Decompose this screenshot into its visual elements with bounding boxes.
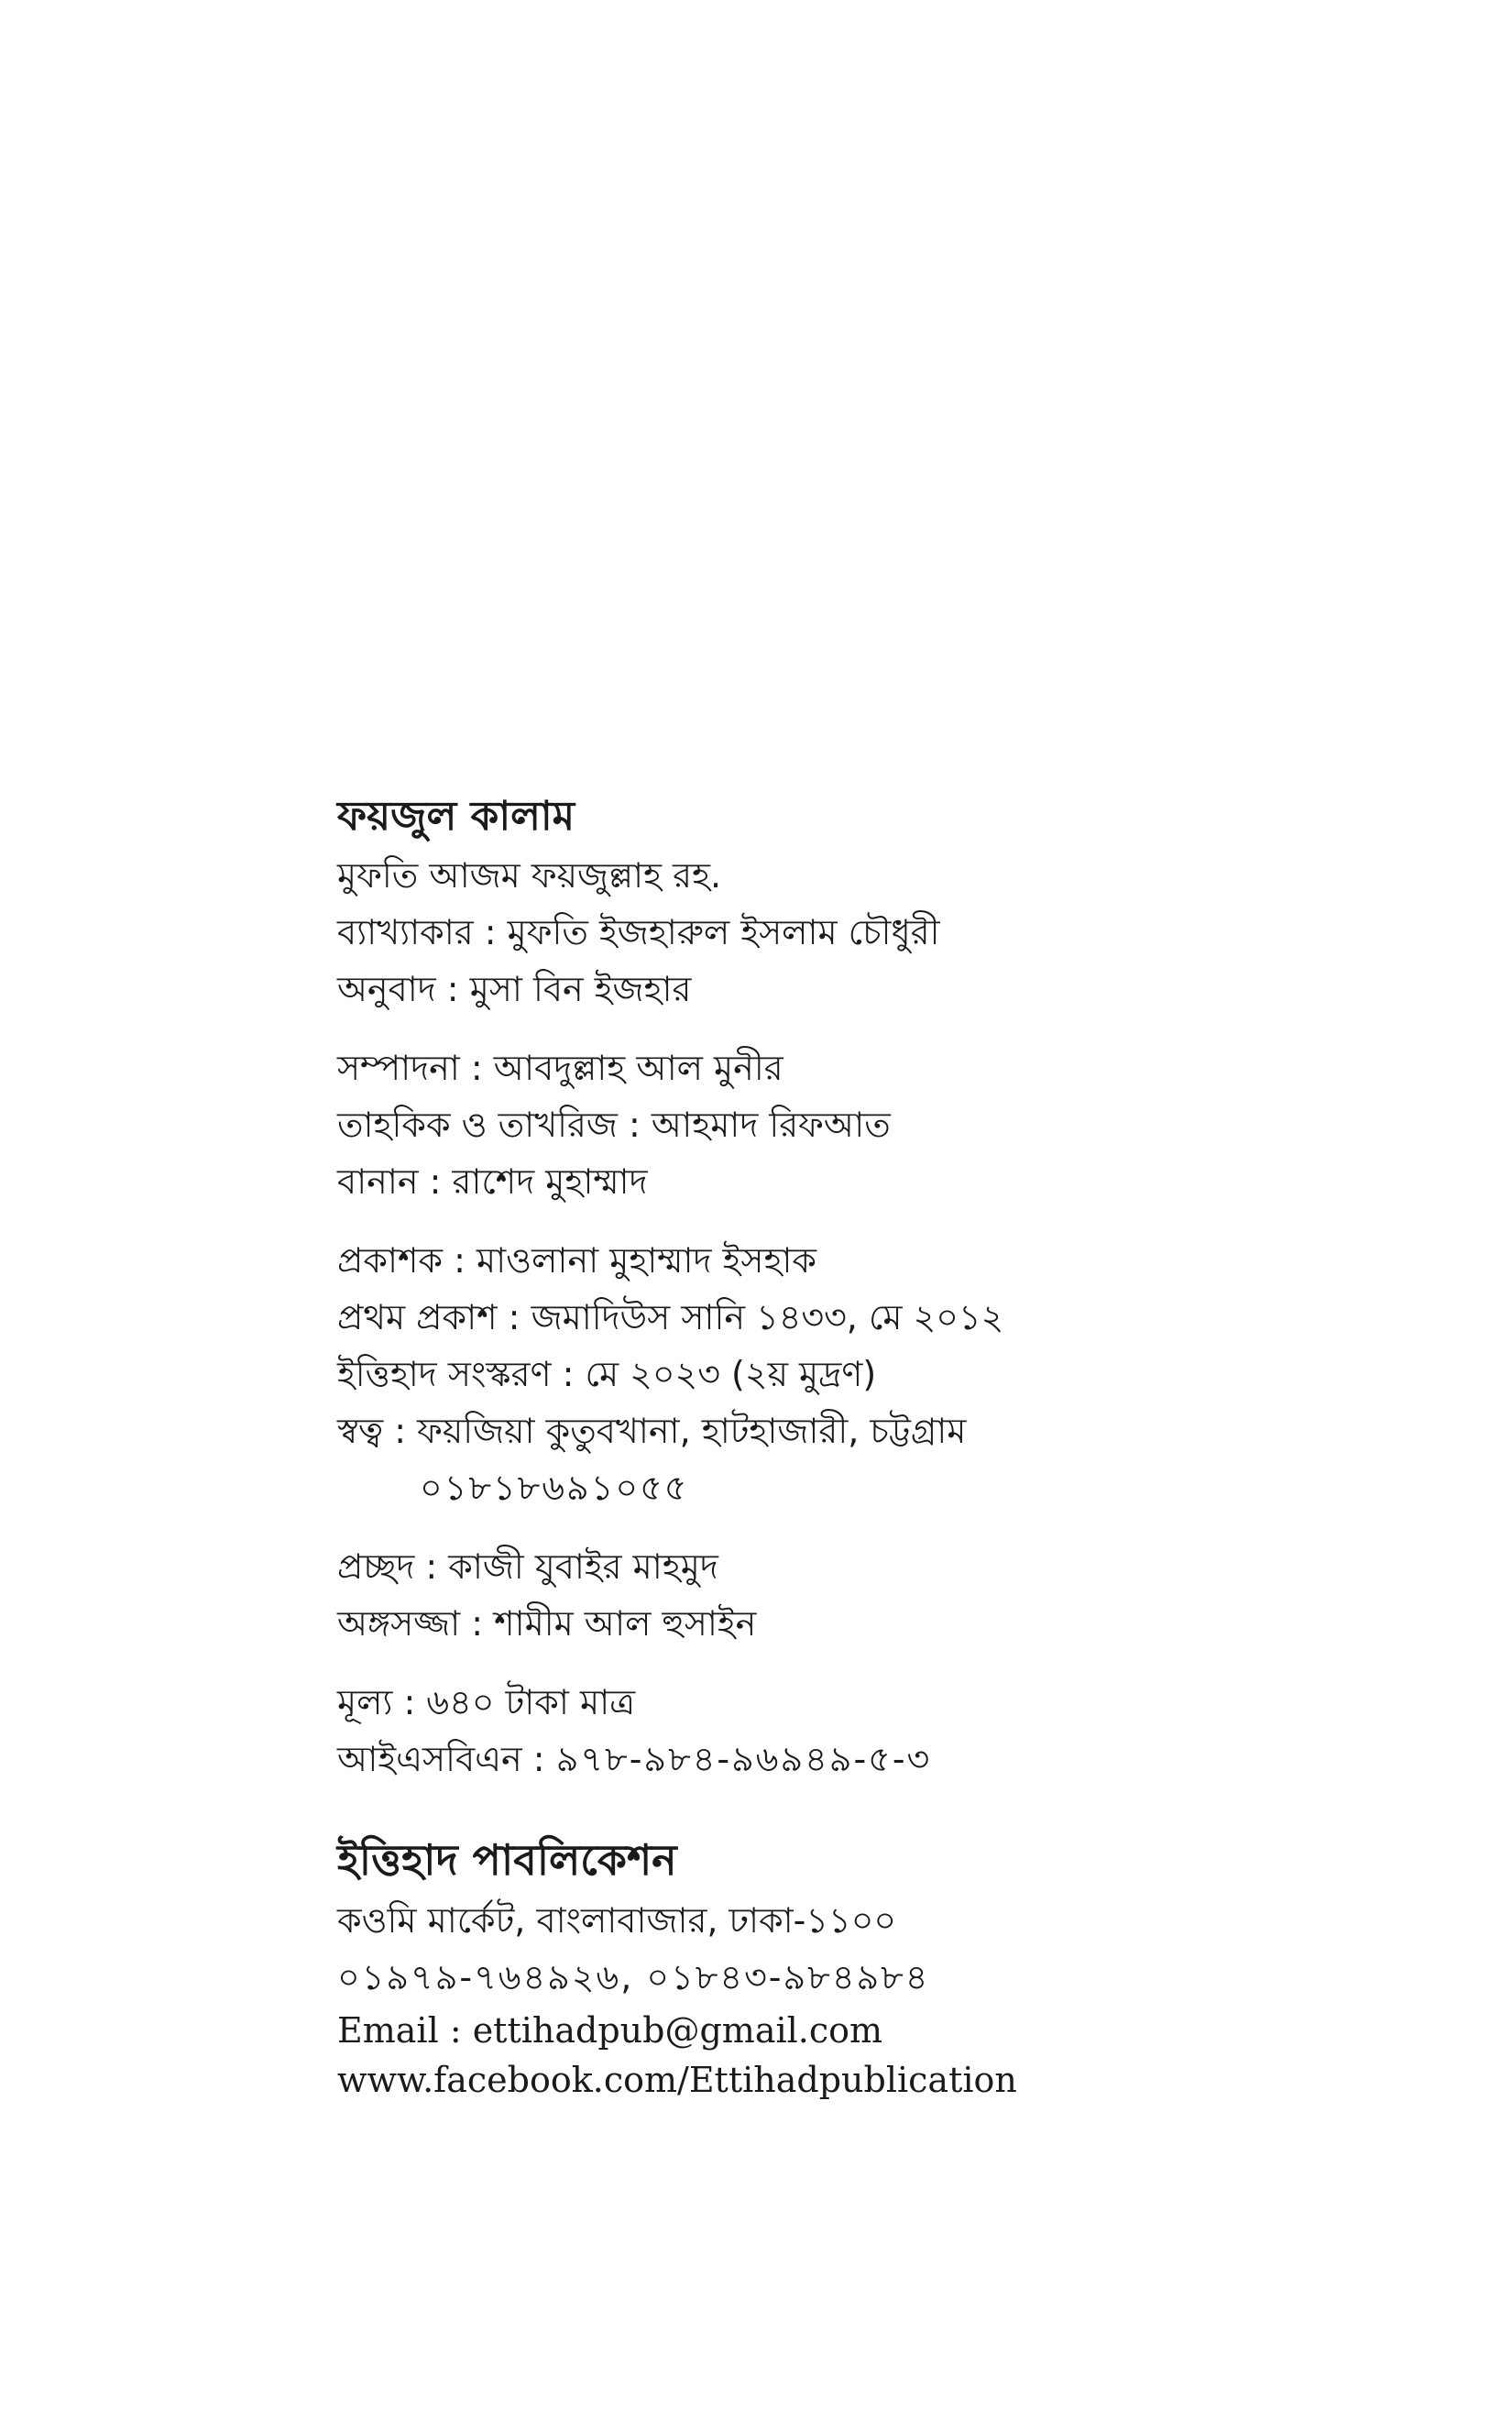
commentator-line bbox=[337, 904, 1437, 961]
editor-line bbox=[337, 1040, 1437, 1096]
publisher-email: Email : ettihadpub@gmail.com bbox=[337, 2010, 883, 2051]
publisher-facebook: www.facebook.com/Ettihadpublication bbox=[337, 2060, 1017, 2100]
publisher-contact-block bbox=[337, 1828, 1437, 2105]
title-block bbox=[337, 786, 1437, 1018]
spacer bbox=[337, 1516, 1437, 1538]
copyright-value: ফয়জিয়া কুতুবখানা, হাটহাজারী, চট্টগ্রাম bbox=[417, 1411, 967, 1451]
publisher-name: ইত্তিহাদ পাবলিকেশন bbox=[337, 1835, 677, 1885]
ettihad-edition-label: ইত্তিহাদ সংস্করণ : bbox=[337, 1354, 575, 1394]
layout-value: শামীম আল হুসাইন bbox=[494, 1603, 757, 1644]
ettihad-edition-value: মে ২০২৩ (২য় মুদ্রণ) bbox=[585, 1354, 877, 1394]
cover-label: প্রচ্ছদ : bbox=[337, 1546, 438, 1587]
isbn-label: আইএসবিএন : bbox=[337, 1739, 545, 1779]
spelling-label: বানান : bbox=[337, 1161, 442, 1202]
isbn-value: ৯৭৮-৯৮৪-৯৬৯৪৯-৫-৩ bbox=[555, 1739, 932, 1779]
first-edition-value: জমাদিউস সানি ১৪৩৩, মে ২০১২ bbox=[531, 1297, 1004, 1337]
publisher-phones: ০১৯৭৯-৭৬৪৯২৬, ০১৮৪৩-৯৮৪৯৮৪ bbox=[337, 1957, 930, 1997]
layout-label: অঙ্গসজ্জা : bbox=[337, 1603, 483, 1644]
copyright-line bbox=[337, 1402, 1437, 1459]
spacer bbox=[337, 1788, 1437, 1828]
spelling-value: রাশেদ মুহাম্মাদ bbox=[452, 1161, 648, 1202]
publisher-line bbox=[337, 1232, 1437, 1289]
price-label: মূল্য : bbox=[337, 1682, 416, 1722]
spacer bbox=[337, 1018, 1437, 1040]
copyright-phone: ০১৮১৮৬৯১০৫৫ bbox=[420, 1468, 689, 1508]
isbn-line bbox=[337, 1731, 1437, 1788]
editor-value: আবদুল্লাহ আল মুনীর bbox=[493, 1048, 783, 1088]
layout-line bbox=[337, 1595, 1437, 1652]
first-edition-label: প্রথম প্রকাশ : bbox=[337, 1297, 520, 1337]
publication-block bbox=[337, 1232, 1437, 1516]
price-block bbox=[337, 1674, 1437, 1788]
translator-line bbox=[337, 961, 1437, 1018]
price-value: ৬৪০ টাকা মাত্র bbox=[426, 1682, 636, 1722]
verification-value: আহমাদ রিফআত bbox=[651, 1105, 891, 1145]
editor-label: সম্পাদনা : bbox=[337, 1048, 483, 1088]
book-title: ফয়জুল কালাম bbox=[337, 793, 575, 840]
verification-line bbox=[337, 1096, 1437, 1153]
price-line bbox=[337, 1674, 1437, 1731]
copyright-label: স্বত্ব : bbox=[337, 1411, 407, 1451]
editorial-block bbox=[337, 1040, 1437, 1210]
verification-label: তাহকিক ও তাখরিজ : bbox=[337, 1105, 641, 1145]
spacer bbox=[337, 1652, 1437, 1674]
ettihad-edition-line bbox=[337, 1346, 1437, 1402]
spacer bbox=[337, 1210, 1437, 1232]
spelling-line bbox=[337, 1153, 1437, 1210]
first-edition-line bbox=[337, 1289, 1437, 1346]
publisher-value: মাওলানা মুহাম্মাদ ইসহাক bbox=[477, 1240, 817, 1281]
cover-line bbox=[337, 1538, 1437, 1595]
imprint-page bbox=[337, 786, 1437, 2105]
translator-label: অনুবাদ : bbox=[337, 969, 459, 1009]
commentator-value: মুফতি ইজহারুল ইসলাম চৌধুরী bbox=[507, 912, 940, 952]
commentator-label: ব্যাখ্যাকার : bbox=[337, 912, 497, 952]
cover-value: কাজী যুবাইর মাহমুদ bbox=[448, 1546, 718, 1587]
book-author: মুফতি আজম ফয়জুল্লাহ রহ. bbox=[337, 855, 722, 896]
design-block bbox=[337, 1538, 1437, 1652]
publisher-label: প্রকাশক : bbox=[337, 1240, 466, 1281]
publisher-address: কওমি মার্কেট, বাংলাবাজার, ঢাকা-১১০০ bbox=[337, 1900, 897, 1941]
translator-value: মুসা বিন ইজহার bbox=[469, 969, 692, 1009]
